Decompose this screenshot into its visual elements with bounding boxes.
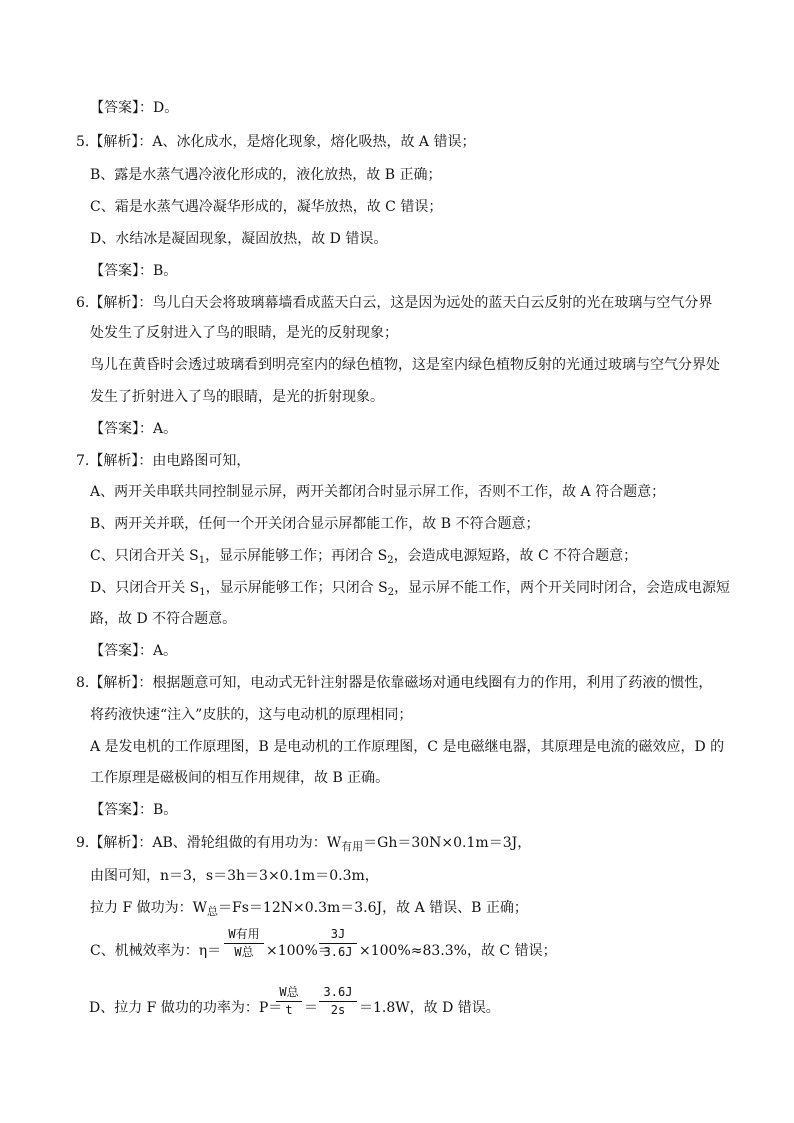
efficiency-fraction-2: 3J 3.6J [318, 926, 358, 961]
q9-analysis: 9.【解析】：AB、滑轮组做的有用功为：$W_{有用}=Gh=30N\times 0.1m=3J$， [76, 835, 532, 853]
q9-power-tail: ＝1.8W，故 D 错误。 [359, 1000, 500, 1016]
q9-total-work: 拉力 F 做功为：$W_总=Fs=12N\times 0.3m=3.6J$，故 A 错误、B 正确； [90, 900, 528, 918]
q5-analysis: 5.【解析】：A、冰化成水，是熔化现象，熔化吸热，故 A 错误； [76, 134, 476, 150]
efficiency-fraction-1: W有用 W总 [223, 926, 265, 961]
q7-option-d: D、只闭合开关 $S_1$，显示屏能够工作；只闭合 $S_2$，显示屏不能工作，两个开关同时闭合，会造成电源短 [90, 580, 731, 598]
q9-efficiency-lead: C、机械效率为：η＝ [90, 943, 222, 959]
q5-option-d: D、水结冰是凝固现象，凝固放热，故 D 错误。 [90, 231, 388, 247]
q9-power-lead: D、拉力 F 做功的功率为：P＝ [89, 1000, 283, 1016]
q7-option-c: C、只闭合开关 $S_1$，显示屏能够工作；再闭合 $S_2$，会造成电源短路，故 C 不符合题意； [90, 548, 638, 566]
q7-option-d-cont: 路，故 D 不符合题意。 [90, 611, 237, 627]
q8-analysis: 8.【解析】：根据题意可知，电动式无针注射器是依靠磁场对通电线圈有力的作用，利用了药液的惯性， [76, 675, 713, 691]
q9-distance: 由图可知，n＝3，s＝3h＝3×0.1m＝0.3m， [90, 868, 379, 884]
q5-answer: 【答案】：B。 [90, 263, 178, 279]
answer-line: 【答案】：D。 [90, 100, 179, 116]
q8-figures-cont: 工作原理是磁极间的相互作用规律，故 B 正确。 [90, 770, 390, 786]
q8-analysis-cont: 将药液快速“注入”皮肤的，这与电动机的原理相同； [90, 707, 413, 723]
q9-efficiency-tail: ×100%≈83.3%，故 C 错误； [359, 943, 557, 959]
q7-analysis: 7.【解析】：由电路图可知， [76, 453, 251, 469]
power-fraction-1: W总 t [275, 984, 303, 1019]
q8-answer: 【答案】：B。 [90, 802, 178, 818]
q7-option-a: A、两开关串联共同控制显示屏，两开关都闭合时显示屏工作，否则不工作，故 A 符合题意； [90, 484, 666, 500]
q6-analysis: 6.【解析】：鸟儿白天会将玻璃幕墙看成蓝天白云，这是因为远处的蓝天白云反射的光在玻璃与空气分界 [76, 295, 713, 311]
q9-power-mid: ＝ [304, 1000, 318, 1016]
q7-answer: 【答案】：A。 [90, 643, 178, 659]
q6-answer: 【答案】：A。 [90, 421, 178, 437]
q9-efficiency-mid: ×100%＝ [266, 943, 332, 959]
q5-option-c: C、霜是水蒸气遇冷凝华形成的，凝华放热，故 C 错误； [90, 199, 443, 215]
q6-analysis-2-cont: 发生了折射进入了鸟的眼睛，是光的折射现象。 [90, 389, 384, 405]
power-fraction-2: 3.6J 2s [318, 984, 358, 1019]
q7-option-b: B、两开关并联，任何一个开关闭合显示屏都能工作，故 B 不符合题意； [90, 516, 540, 532]
q5-option-b: B、露是水蒸气遇冷液化形成的，液化放热，故 B 正确； [90, 167, 442, 183]
q8-figures: A 是发电机的工作原理图，B 是电动机的工作原理图，C 是电磁继电器，其原理是电流的磁效应，D 的 [90, 739, 725, 755]
q6-analysis-cont: 处发生了反射进入了鸟的眼睛，是光的反射现象； [90, 325, 398, 341]
q6-analysis-2: 鸟儿在黄昏时会透过玻璃看到明亮室内的绿色植物，这是室内绿色植物反射的光通过玻璃与空气分界处 [90, 357, 720, 373]
